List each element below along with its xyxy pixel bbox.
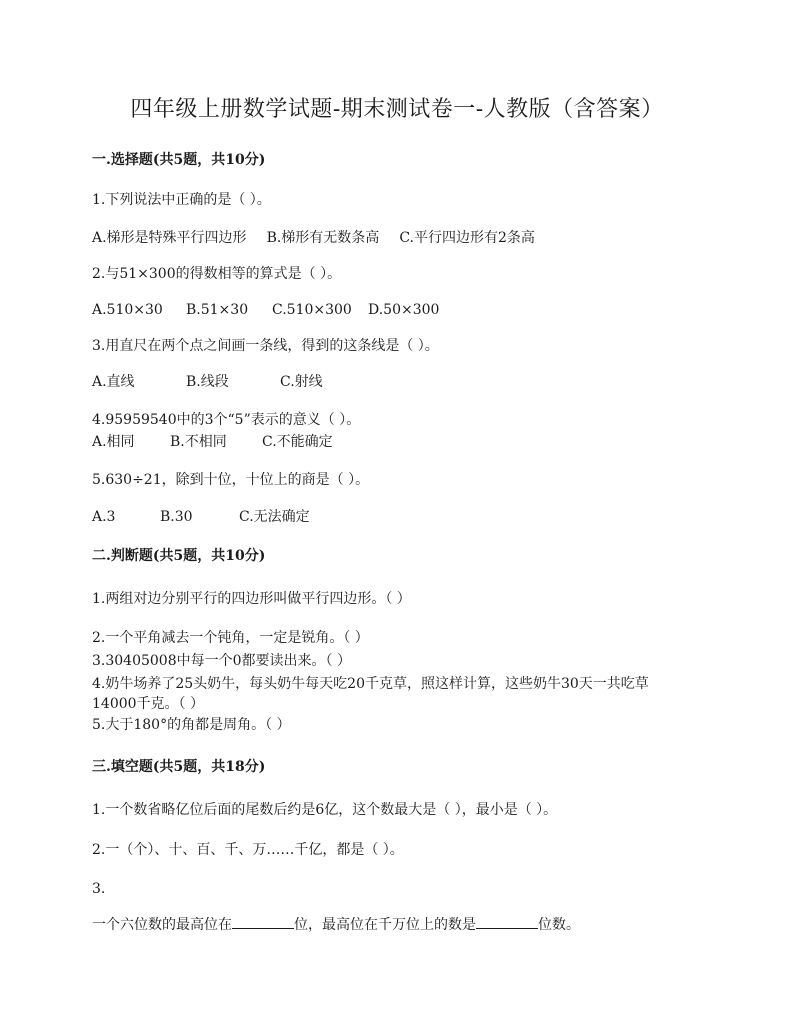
judge-question-2: 2.一个平角减去一个钝角，一定是锐角。（ ）: [92, 630, 369, 646]
fill-q3-part-c: 位数。: [538, 917, 580, 933]
option-4a: A.相同: [92, 434, 135, 450]
section-heading-choice: 一.选择题(共5题，共10分): [92, 152, 266, 168]
choice-options-3: [92, 372, 323, 392]
fill-question-3-text: [92, 914, 580, 935]
option-3c: C.射线: [280, 374, 323, 390]
judge-question-3: 3.30405008中每一个0都要读出来。（ ）: [92, 653, 351, 669]
choice-question-5: 5.630÷21，除到十位，十位上的商是（ ）。: [92, 472, 370, 488]
choice-question-2: 2.与51×300的得数相等的算式是（ ）。: [92, 266, 342, 282]
option-2c: C.510×300: [272, 302, 352, 318]
answer-blank-2[interactable]: [476, 914, 538, 929]
choice-options-2: [92, 300, 439, 320]
answer-blank-1[interactable]: [232, 914, 294, 929]
judge-question-4-line2: 14000千克。（ ）: [92, 696, 204, 712]
choice-options-1: [92, 228, 535, 248]
choice-question-1: 1.下列说法中正确的是（ ）。: [92, 192, 271, 208]
option-1c: C.平行四边形有2条高: [399, 230, 535, 246]
option-2b: B.51×30: [186, 302, 249, 318]
judge-question-4-line1: 4.奶牛场养了25头奶牛，每头奶牛每天吃20千克草，照这样计算，这些奶牛30天一共吃草: [92, 676, 649, 692]
option-2a: A.510×30: [92, 302, 163, 318]
section-heading-judge: 二.判断题(共5题，共10分): [92, 548, 266, 564]
choice-options-4: [92, 432, 333, 452]
option-5a: A.3: [92, 509, 116, 525]
option-2d: D.50×300: [368, 302, 440, 318]
choice-question-3: 3.用直尺在两个点之间画一条线，得到的这条线是（ ）。: [92, 338, 439, 354]
judge-question-5: 5.大于180°的角都是周角。（ ）: [92, 717, 291, 733]
fill-q3-part-b: 位，最高位在千万位上的数是: [294, 917, 476, 933]
fill-question-3-number: 3.: [92, 881, 106, 897]
section-heading-fill: 三.填空题(共5题，共18分): [92, 759, 266, 775]
page-title: 四年级上册数学试题-期末测试卷一-人教版（含答案）: [130, 97, 664, 122]
option-3b: B.线段: [186, 374, 229, 390]
choice-options-5: [92, 507, 310, 527]
option-1b: B.梯形有无数条高: [266, 230, 380, 246]
option-3a: A.直线: [92, 374, 135, 390]
option-5b: B.30: [160, 509, 193, 525]
judge-question-1: 1.两组对边分别平行的四边形叫做平行四边形。（ ）: [92, 591, 411, 607]
fill-question-1: 1.一个数省略亿位后面的尾数后约是6亿，这个数最大是（ ），最小是（ ）。: [92, 802, 558, 818]
option-4c: C.不能确定: [262, 434, 333, 450]
fill-q3-part-a: 一个六位数的最高位在: [92, 917, 232, 933]
fill-question-2: 2.一（个）、十、百、千、万……千亿，都是（ ）。: [92, 842, 404, 858]
option-4b: B.不相同: [170, 434, 227, 450]
choice-question-4: 4.95959540中的3个“5”表示的意义（ ）。: [92, 412, 361, 428]
option-5c: C.无法确定: [239, 509, 310, 525]
option-1a: A.梯形是特殊平行四边形: [92, 230, 247, 246]
